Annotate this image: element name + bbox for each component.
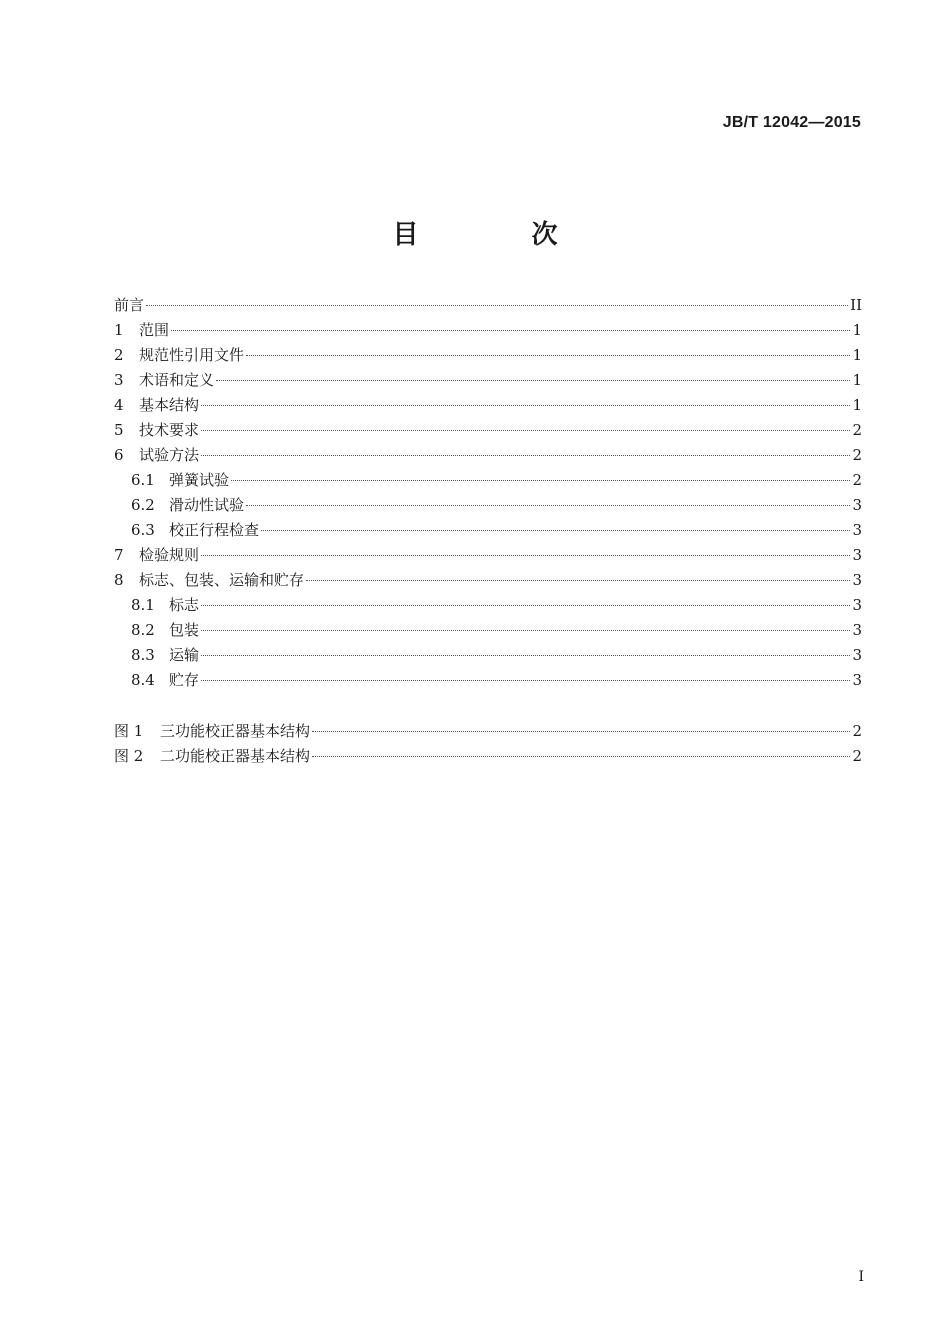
entry-page: 1 (852, 321, 862, 339)
entry-number: 8.2 (131, 621, 155, 639)
entry-label: 基本结构 (139, 396, 200, 414)
dot-leader (246, 355, 850, 356)
entry-page: 2 (852, 421, 862, 439)
entry-number: 图 2 (114, 747, 144, 765)
dot-leader (231, 480, 850, 481)
dot-leader (146, 305, 848, 306)
toc-entry[interactable] (114, 668, 862, 693)
entry-label: 标志、包装、运输和贮存 (139, 571, 305, 589)
dot-leader (201, 430, 850, 431)
entry-page: 2 (852, 747, 862, 765)
entry-number: 8.3 (131, 646, 155, 664)
toc-entry[interactable] (114, 593, 862, 618)
page-title: 目 次 (392, 220, 610, 250)
entry-number: 6.3 (131, 521, 155, 539)
dot-leader (216, 380, 850, 381)
entry-number: 6.1 (131, 471, 155, 489)
dot-leader (312, 756, 850, 757)
entry-page: 2 (852, 471, 862, 489)
entry-label: 运输 (169, 646, 200, 664)
entry-label: 二功能校正器基本结构 (160, 747, 311, 765)
entry-page: 3 (852, 546, 862, 564)
entry-page: 3 (852, 571, 862, 589)
toc-entry[interactable] (114, 493, 862, 518)
entry-label: 范围 (139, 321, 170, 339)
toc-entry[interactable] (114, 343, 862, 368)
toc-entry[interactable] (114, 568, 862, 593)
entry-page: 3 (852, 496, 862, 514)
toc-entry[interactable] (114, 468, 862, 493)
entry-number: 8.1 (131, 596, 155, 614)
dot-leader (201, 680, 850, 681)
entry-label: 术语和定义 (139, 371, 215, 389)
entry-label: 前言 (114, 296, 145, 314)
entry-label: 滑动性试验 (169, 496, 245, 514)
dot-leader (201, 455, 850, 456)
entry-page: 3 (852, 671, 862, 689)
entry-number: 6 (114, 446, 124, 464)
dot-leader (312, 731, 850, 732)
entry-number: 图 1 (114, 722, 144, 740)
entry-number: 2 (114, 346, 124, 364)
entry-page: 2 (852, 722, 862, 740)
dot-leader (201, 555, 850, 556)
entry-label: 校正行程检查 (169, 521, 260, 539)
entry-label: 标志 (169, 596, 200, 614)
entry-label: 规范性引用文件 (139, 346, 245, 364)
figure-entry[interactable] (114, 719, 862, 744)
entry-label: 技术要求 (139, 421, 200, 439)
entry-number: 4 (114, 396, 124, 414)
entry-number: 7 (114, 546, 124, 564)
entry-label: 贮存 (169, 671, 200, 689)
dot-leader (201, 630, 850, 631)
toc-entry[interactable] (114, 418, 862, 443)
dot-leader (201, 405, 850, 406)
entry-page: 3 (852, 621, 862, 639)
entry-label: 弹簧试验 (169, 471, 230, 489)
entry-label: 三功能校正器基本结构 (160, 722, 311, 740)
entry-page: 3 (852, 521, 862, 539)
toc-entry[interactable] (114, 293, 862, 318)
entry-page: 1 (852, 371, 862, 389)
toc-entry[interactable] (114, 318, 862, 343)
page-number: I (858, 1269, 864, 1285)
entry-number: 6.2 (131, 496, 155, 514)
entry-page: 1 (852, 346, 862, 364)
dot-leader (201, 655, 850, 656)
figure-entry[interactable] (114, 744, 862, 769)
toc-entry[interactable] (114, 443, 862, 468)
entry-page: 1 (852, 396, 862, 414)
dot-leader (261, 530, 850, 531)
entry-number: 5 (114, 421, 124, 439)
dot-leader (201, 605, 850, 606)
toc-entry[interactable] (114, 643, 862, 668)
toc-list (114, 293, 862, 693)
entry-label: 试验方法 (139, 446, 200, 464)
entry-number: 8 (114, 571, 124, 589)
entry-page: 2 (852, 446, 862, 464)
entry-page: 3 (852, 646, 862, 664)
entry-number: 8.4 (131, 671, 155, 689)
dot-leader (306, 580, 850, 581)
entry-page: II (850, 296, 862, 314)
entry-page: 3 (852, 596, 862, 614)
figure-list (114, 719, 862, 769)
entry-label: 检验规则 (139, 546, 200, 564)
entry-label: 包装 (169, 621, 200, 639)
entry-number: 3 (114, 371, 124, 389)
standard-number: JB/T 12042—2015 (722, 114, 861, 131)
toc-entry[interactable] (114, 543, 862, 568)
toc-entry[interactable] (114, 618, 862, 643)
toc-entry[interactable] (114, 518, 862, 543)
entry-number: 1 (114, 321, 124, 339)
dot-leader (246, 505, 850, 506)
dot-leader (171, 330, 850, 331)
toc-entry[interactable] (114, 393, 862, 418)
toc-entry[interactable] (114, 368, 862, 393)
